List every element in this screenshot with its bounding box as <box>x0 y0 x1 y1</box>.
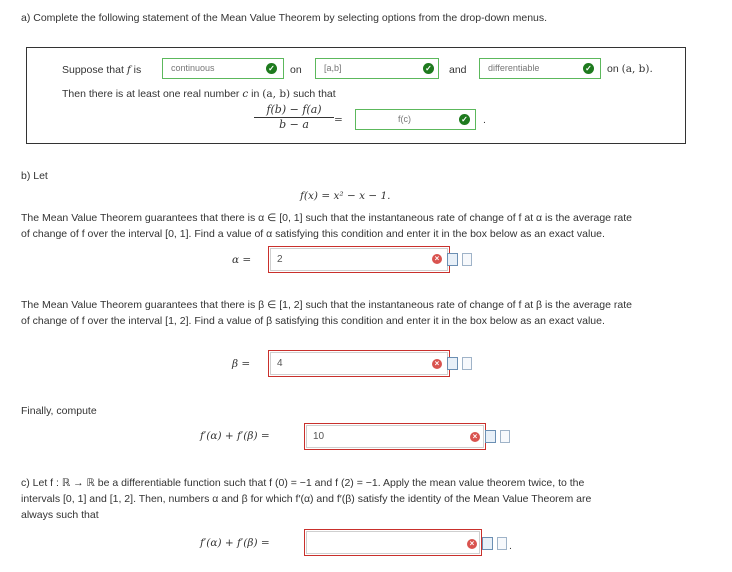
on-ab-text: on (a, b). <box>607 63 653 75</box>
finally-text: Finally, compute <box>21 405 97 417</box>
part-a-heading: a) Complete the following statement of the Mean Value Theorem by selecting options from the drop-down menus. <box>21 12 548 24</box>
differentiability-select[interactable]: differentiable <box>479 58 601 79</box>
function-definition: f(x) = x² − x − 1. <box>300 190 391 202</box>
preview-icon[interactable] <box>462 357 472 370</box>
equals-sign: = <box>334 114 343 126</box>
trailing-period: . <box>509 540 512 552</box>
beta-question-line1: The Mean Value Theorem guarantees that there is β ∈ [1, 2] such that the instantaneous rate of change of f at β is the average rate <box>21 299 632 311</box>
correct-check-icon: ✓ <box>583 63 594 74</box>
sum-label: f′(α) + f′(β) = <box>200 430 270 442</box>
part-b-let: b) Let <box>21 170 48 182</box>
and-text: and <box>449 64 467 76</box>
part-c-line3: always such that <box>21 509 99 521</box>
incorrect-x-icon: × <box>470 432 480 442</box>
alpha-label: α = <box>232 254 252 266</box>
correct-check-icon: ✓ <box>459 114 470 125</box>
alpha-input[interactable]: 2 <box>268 246 450 273</box>
beta-question-line2: of change of f over the interval [1, 2]. Find a value of β satisfying this condition and enter it in the box below as an exact value. <box>21 315 605 327</box>
incorrect-x-icon: × <box>467 539 477 549</box>
continuity-select[interactable]: continuous <box>162 58 284 79</box>
beta-label: β = <box>232 358 251 370</box>
on-text: on <box>290 64 302 76</box>
suppose-text: Suppose that f is <box>62 64 142 76</box>
beta-input[interactable]: 4 <box>268 350 450 377</box>
sum-input-c[interactable] <box>304 529 482 556</box>
sum-label-c: f′(α) + f′(β) = <box>200 537 270 549</box>
equation-editor-icon[interactable] <box>482 537 493 550</box>
alpha-question-line2: of change of f over the interval [0, 1]. Find a value of α satisfying this condition and enter it in the box below as an exact value. <box>21 228 605 240</box>
period: . <box>483 114 486 126</box>
part-c-line1: c) Let f : ℝ → ℝ be a differentiable function such that f (0) = −1 and f (2) = −1. Apply the mean value theorem twice, to the <box>21 477 585 489</box>
then-text: Then there is at least one real number c in (a, b) such that <box>62 88 336 100</box>
sum-input[interactable]: 10 <box>304 423 486 450</box>
equation-editor-icon[interactable] <box>485 430 496 443</box>
part-c-line2: intervals [0, 1] and [1, 2]. Then, numbers α and β for which f′(α) and f′(β) satisfy the identity of the Mean Value Theorem are <box>21 493 592 505</box>
equation-editor-icon[interactable] <box>447 357 458 370</box>
fraction-numerator: f(b) − f(a) <box>254 103 334 118</box>
correct-check-icon: ✓ <box>423 63 434 74</box>
preview-icon[interactable] <box>497 537 507 550</box>
incorrect-x-icon: × <box>432 359 442 369</box>
incorrect-x-icon: × <box>432 254 442 264</box>
preview-icon[interactable] <box>462 253 472 266</box>
correct-check-icon: ✓ <box>266 63 277 74</box>
conclusion-select[interactable]: f(c) <box>355 109 476 130</box>
fraction-denominator: b − a <box>279 118 309 131</box>
alpha-question-line1: The Mean Value Theorem guarantees that there is α ∈ [0, 1] such that the instantaneous rate of change of f at α is the average rate <box>21 212 633 224</box>
mvt-fraction <box>254 103 334 131</box>
equation-editor-icon[interactable] <box>447 253 458 266</box>
interval-select[interactable]: [a,b] <box>315 58 439 79</box>
preview-icon[interactable] <box>500 430 510 443</box>
